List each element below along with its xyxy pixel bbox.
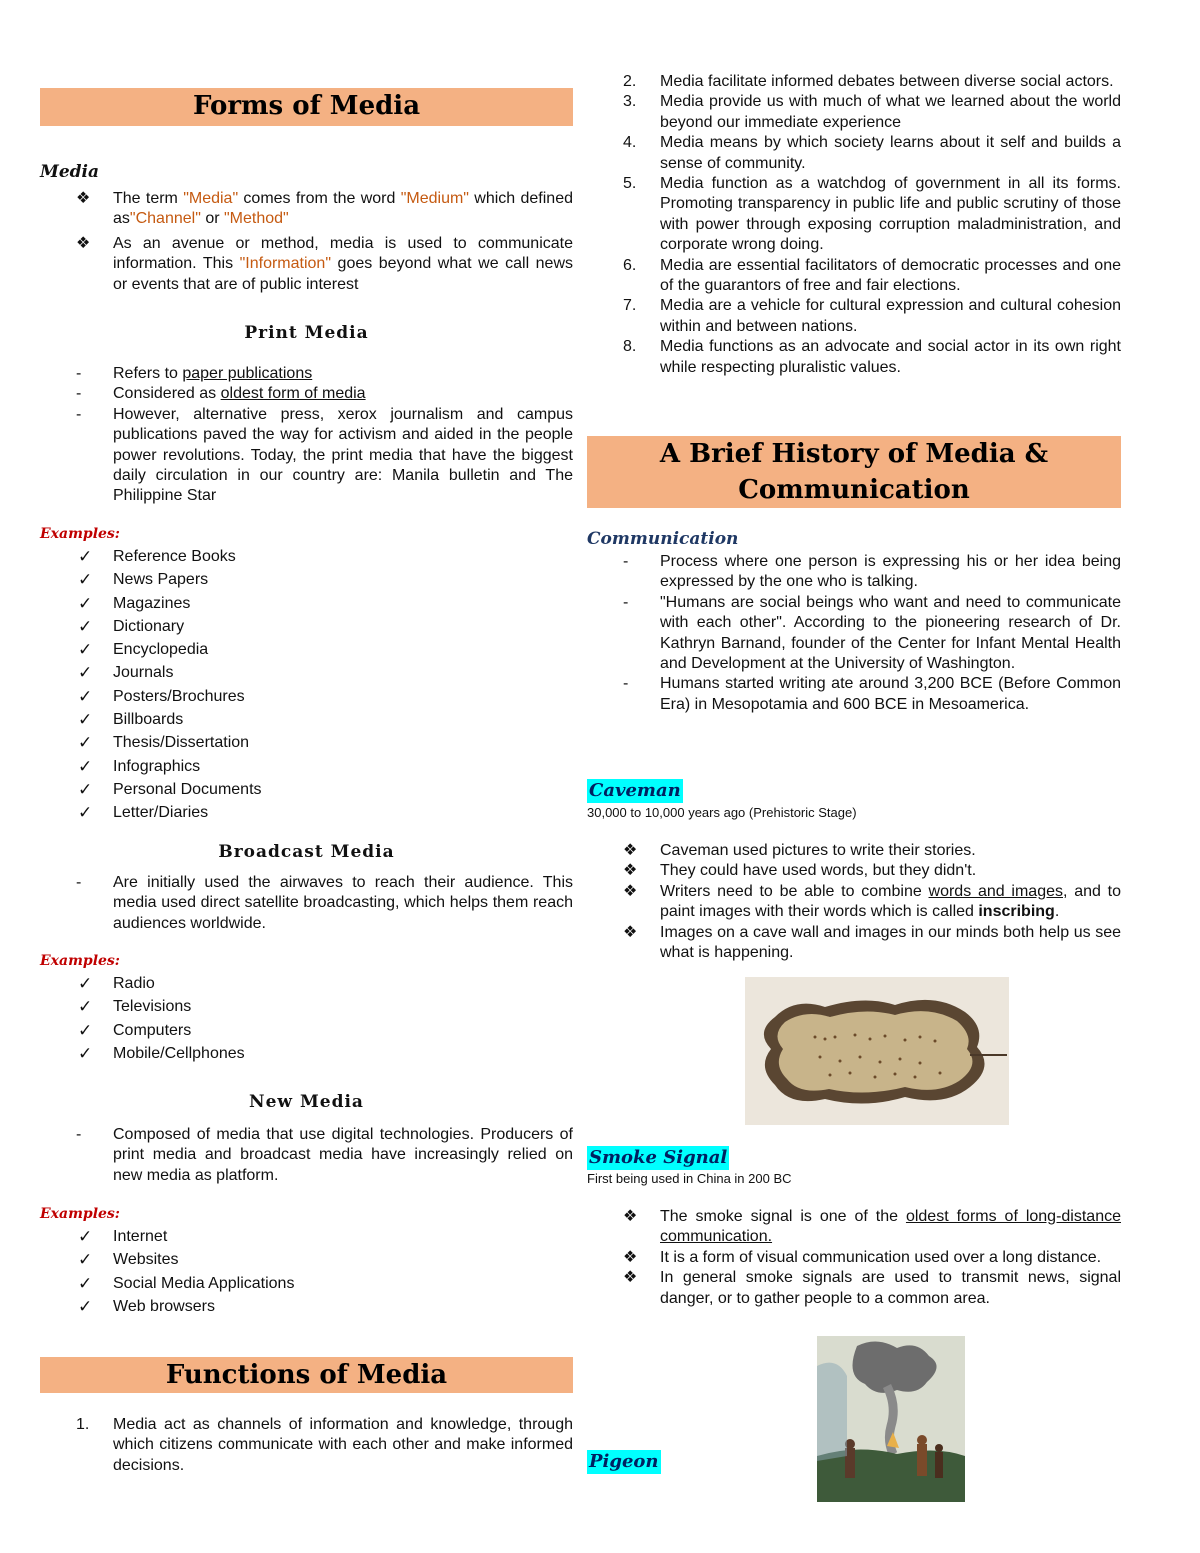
list-item: 4. Media means by which society learns about it self and builds a sense of community.: [623, 134, 1121, 172]
checkmark-icon: ✓: [78, 710, 93, 730]
list-item: 3. Media provide us with much of what we learned about the world beyond our immediate experience: [623, 93, 1121, 131]
list-item: - "Humans are social beings who want and need to communicate with each other". According to the pioneering research of Dr. Kathryn Barnand, founder of the Center for Infant Mental Health and Development at the University of Washington.: [623, 593, 1121, 673]
communication-list: [587, 552, 1121, 715]
list-item: - Considered as oldest form of media: [76, 385, 366, 403]
list-item: ✓ Reference Books: [40, 545, 573, 568]
list-item: - Are initially used the airwaves to reach their audience. This media used direct satellite broadcasting, which helps them reach audiences worldwide.: [76, 874, 573, 932]
pigeon-heading-wrap: [587, 1450, 1121, 1474]
checkmark-icon: ✓: [78, 1043, 93, 1063]
caveman-heading-wrap: [587, 779, 1121, 803]
list-item: - Composed of media that use digital technologies. Producers of print media and broadcast media have increasingly relied on new media as platform.: [76, 1126, 573, 1184]
smoke-signal-subtitle: First being used in China in 200 BC: [587, 1171, 792, 1186]
list-item: ❖ They could have used words, but they didn't.: [587, 861, 1121, 881]
new-media-list: [40, 1125, 573, 1186]
diamond-bullet-icon: ❖: [623, 1208, 638, 1225]
media-bullet: ❖ As an avenue or method, media is used to communicate information. This "Information" goes beyond what we call news or events that are of public interest: [76, 234, 574, 293]
examples-label: Examples:: [40, 953, 120, 969]
list-item: 6. Media are essential facilitators of democratic processes and one of the guarantors of free and fair elections.: [623, 256, 1121, 295]
checkmark-icon: ✓: [78, 1273, 93, 1293]
list-item: ✓ Computers: [40, 1019, 573, 1042]
checkmark-icon: ✓: [78, 640, 93, 660]
list-item: ✓ Televisions: [40, 995, 573, 1018]
checkmark-icon: ✓: [78, 756, 93, 776]
checkmark-icon: ✓: [78, 1227, 93, 1246]
examples-label: Examples:: [40, 526, 120, 542]
print-examples-list: [40, 545, 573, 825]
list-item: ✓ Infographics: [40, 755, 573, 778]
animal-hide-image: [745, 977, 1009, 1125]
checkmark-icon: ✓: [78, 974, 93, 993]
list-item: ✓ Letter/Diaries: [40, 801, 573, 824]
functions-of-media-title: Functions of Media: [40, 1357, 573, 1393]
list-item: ✓ Radio: [40, 972, 573, 995]
broadcast-media-list: [40, 873, 573, 934]
list-item: 1. Media act as channels of information and knowledge, through which citizens communicate with each other and make informed decisions.: [76, 1416, 573, 1474]
checkmark-icon: ✓: [78, 547, 93, 566]
list-item: ✓ Websites: [40, 1248, 573, 1271]
smoke-signal-heading-wrap: [587, 1146, 1121, 1170]
diamond-bullet-icon: ❖: [76, 190, 91, 207]
caveman-subtitle: 30,000 to 10,000 years ago (Prehistoric Stage): [587, 805, 857, 820]
functions-list-start: [40, 1415, 573, 1476]
media-bullets: [40, 189, 573, 295]
media-bullet: ❖ The term "Media" comes from the word "Medium" which defined as"Channel" or "Method": [76, 190, 573, 228]
pigeon-heading: Pigeon: [589, 1451, 659, 1472]
diamond-bullet-icon: ❖: [623, 842, 638, 859]
checkmark-icon: ✓: [78, 686, 93, 706]
smoke-signal-illustration: [817, 1336, 965, 1502]
forms-of-media-title: Forms of Media: [40, 88, 573, 126]
checkmark-icon: ✓: [78, 779, 93, 799]
list-item: - Refers to paper publications: [76, 365, 313, 382]
print-media-list: [40, 364, 573, 507]
list-item: 2. Media facilitate informed debates between diverse social actors.: [623, 73, 1114, 90]
checkmark-icon: ✓: [78, 1020, 93, 1040]
checkmark-icon: ✓: [78, 616, 93, 636]
diamond-bullet-icon: ❖: [623, 1248, 638, 1266]
list-item: - Process where one person is expressing his or her idea being expressed by the one who is talking.: [623, 553, 1121, 591]
list-item: ✓ Web browsers: [40, 1295, 573, 1318]
list-item: - Humans started writing ate around 3,200 BCE (Before Common Era) in Mesopotamia and 600 BCE in Mesoamerica.: [623, 675, 1121, 713]
list-item: ✓ Personal Documents: [40, 778, 573, 801]
caveman-heading: Caveman: [589, 780, 681, 801]
examples-label: Examples:: [40, 1206, 120, 1222]
list-item: 7. Media are a vehicle for cultural expression and cultural cohesion within and between nations.: [623, 297, 1121, 335]
list-item: ✓ Journals: [40, 661, 573, 684]
diamond-bullet-icon: ❖: [623, 862, 638, 880]
list-item: ✓ Billboards: [40, 708, 573, 731]
list-item: ❖ It is a form of visual communication used over a long distance.: [587, 1248, 1121, 1268]
list-item: ✓ Mobile/Cellphones: [40, 1042, 573, 1065]
checkmark-icon: ✓: [78, 733, 93, 753]
media-heading: Media: [40, 162, 99, 182]
new-media-heading: New Media: [249, 1092, 364, 1112]
diamond-bullet-icon: ❖: [623, 1269, 638, 1287]
print-media-heading: Print Media: [244, 323, 369, 343]
smoke-signal-heading: Smoke Signal: [589, 1147, 728, 1168]
list-item: 5. Media function as a watchdog of government in all its forms. Promoting transparency in public life and public scrutiny of those with power through exposing corruption maladministration, and corporate wrong doing.: [623, 175, 1121, 254]
list-item: ✓ Encyclopedia: [40, 638, 573, 661]
list-item: ✓ News Papers: [40, 568, 573, 591]
list-item: ✓ Dictionary: [40, 615, 573, 638]
checkmark-icon: ✓: [78, 997, 93, 1017]
list-item: ❖ Writers need to be able to combine words and images, and to paint images with their words which is called inscribing.: [623, 882, 1122, 921]
list-item: ✓ Magazines: [40, 592, 573, 615]
checkmark-icon: ✓: [78, 1296, 93, 1316]
history-title: A Brief History of Media & Communication: [587, 436, 1121, 508]
list-item: ❖ Caveman used pictures to write their stories.: [587, 841, 1121, 861]
list-item: ✓ Social Media Applications: [40, 1272, 573, 1295]
communication-heading: Communication: [587, 529, 739, 549]
diamond-bullet-icon: ❖: [623, 923, 638, 941]
broadcast-examples-list: [40, 972, 573, 1065]
diamond-bullet-icon: ❖: [623, 882, 638, 900]
list-item: 8. Media functions as an advocate and social actor in its own right while respecting pluralistic values.: [623, 338, 1121, 376]
diamond-bullet-icon: ❖: [76, 234, 91, 252]
new-examples-list: [40, 1225, 573, 1318]
caveman-list: [587, 841, 1121, 963]
checkmark-icon: ✓: [78, 570, 93, 590]
list-item: ❖ The smoke signal is one of the oldest forms of long-distance communication.: [623, 1208, 1121, 1246]
broadcast-media-heading: Broadcast Media: [218, 842, 395, 862]
list-item: ❖ In general smoke signals are used to transmit news, signal danger, or to gather people to a common area.: [623, 1269, 1121, 1307]
list-item: ❖ Images on a cave wall and images in our minds both help us see what is happening.: [623, 923, 1121, 962]
checkmark-icon: ✓: [78, 593, 93, 613]
checkmark-icon: ✓: [78, 803, 93, 823]
checkmark-icon: ✓: [78, 663, 93, 683]
list-item: - However, alternative press, xerox journalism and campus publications paved the way for activism and aided in the people power revolutions. Today, the print media that have the biggest daily circulation in our country are: Manila bulletin and The Philippine Star: [76, 405, 573, 505]
smoke-signal-list: [587, 1207, 1121, 1309]
list-item: ✓ Posters/Brochures: [40, 685, 573, 708]
checkmark-icon: ✓: [78, 1250, 93, 1270]
list-item: ✓ Internet: [40, 1225, 573, 1248]
list-item: ✓ Thesis/Dissertation: [40, 731, 573, 754]
functions-list-continued: [587, 72, 1121, 378]
